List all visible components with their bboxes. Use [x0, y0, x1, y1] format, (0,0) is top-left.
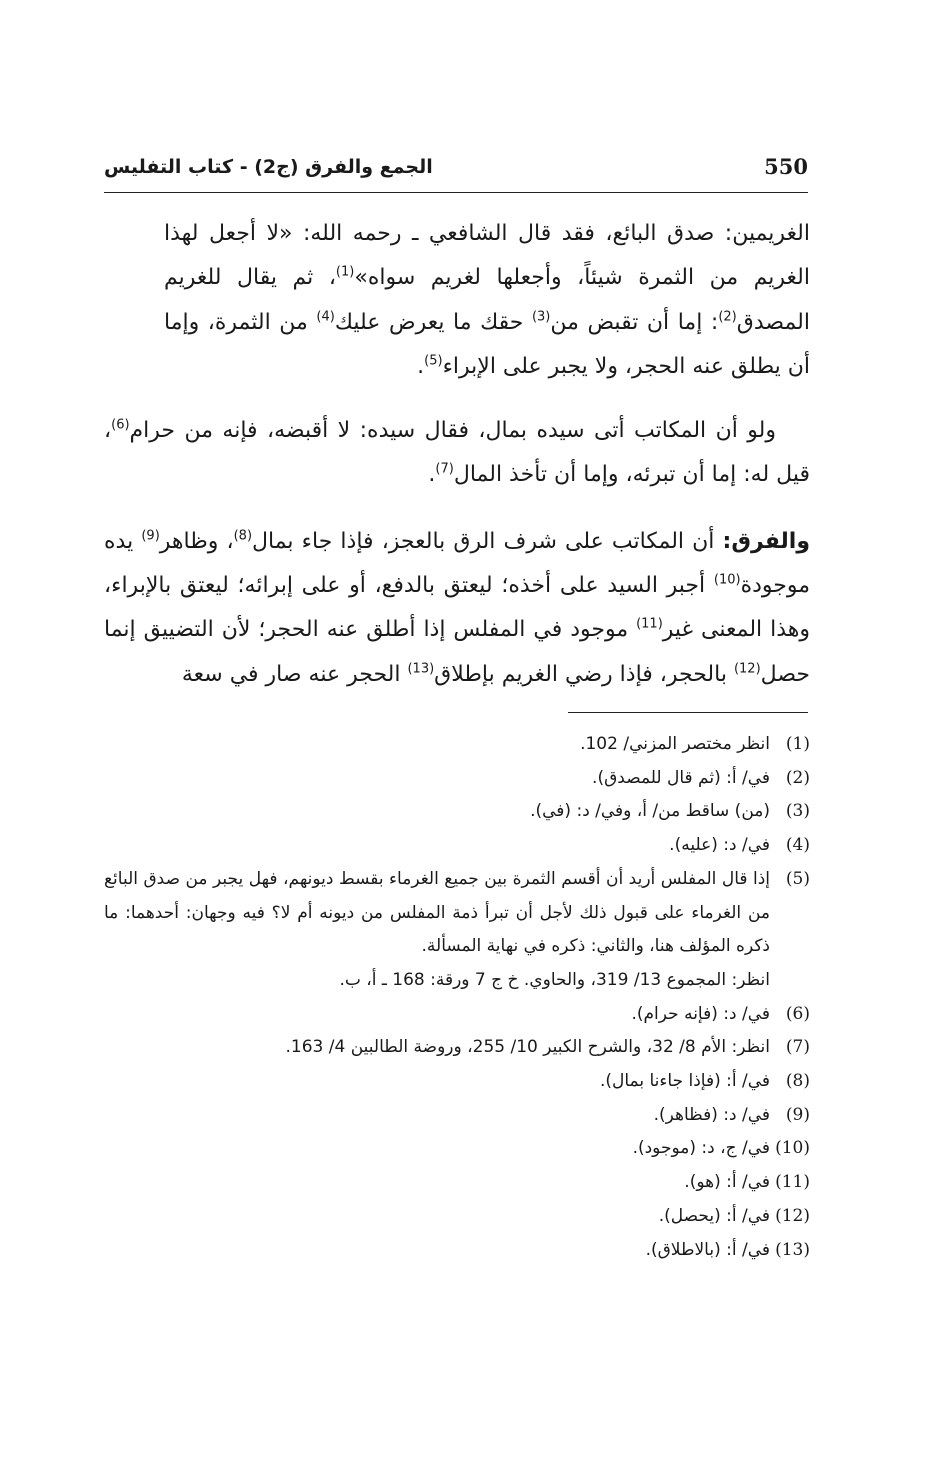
footnote-number: (12)	[775, 1205, 810, 1226]
footnote-ref: (9)	[141, 528, 160, 544]
footnote-5	[104, 863, 810, 998]
footnote-text: انظر مختصر المزني/ 102.	[580, 734, 770, 754]
lead-word: والفرق:	[722, 528, 811, 554]
footnote-number: (3)	[785, 801, 810, 822]
footnote-number: (13)	[775, 1239, 810, 1260]
footnote-number: (4)	[785, 835, 810, 856]
paragraph-1	[104, 212, 810, 389]
footnote-number: (6)	[785, 1003, 810, 1024]
footnote-text: في/ د: (عليه).	[669, 835, 770, 856]
text-segment: ولو أن المكاتب أتى سيده بمال، فقال سيده: لا أقبضه، فإنه من حرام	[129, 418, 776, 444]
footnote-text: في/ أ: (يحصل).	[658, 1205, 770, 1226]
footnote-12	[104, 1200, 810, 1234]
footnote-text: في/ أ: (هو).	[684, 1172, 770, 1193]
footnote-10	[104, 1132, 810, 1166]
footnote-number: (5)	[785, 868, 810, 889]
text-segment: .	[428, 462, 436, 488]
text-segment: يده موجودة	[104, 528, 810, 599]
text-segment: موجود في المفلس إذا أطلق عنه الحجر؛ لأن التضييق إنما حصل	[104, 617, 810, 687]
footnote-2	[104, 762, 810, 796]
text-segment: حقك ما يعرض عليك	[334, 309, 532, 335]
footnote-6	[104, 998, 810, 1032]
footnote-ref: (2)	[718, 309, 737, 325]
footnote-ref: (8)	[233, 528, 253, 544]
footnote-9	[104, 1099, 810, 1133]
text-segment: الحجر عنه صار في سعة	[181, 661, 408, 687]
footnote-7	[104, 1031, 810, 1065]
footnote-text: في/ أ: (فإذا جاءنا بمال).	[599, 1071, 770, 1092]
footnote-text: في/ أ: (بالاطلاق).	[645, 1239, 770, 1260]
footnote-ref: (4)	[316, 309, 335, 325]
footnote-text: (من) ساقط من/ أ، وفي/ د: (في).	[530, 801, 770, 822]
page-number: 550	[764, 154, 808, 179]
text-segment: الغريمين: صدق البائع، فقد قال الشافعي ـ رحمه الله: «لا أجعل لهذا الغريم من الثمرة شيئاً، وأجعلها لغريم سواه»	[164, 221, 810, 291]
main-text	[104, 212, 810, 697]
footnote-ref: (11)	[636, 617, 663, 633]
footnote-ref: (6)	[111, 417, 130, 433]
text-segment: أن المكاتب على شرف الرق بالعجز، فإذا جاء بمال	[252, 528, 723, 554]
footnote-number: (8)	[785, 1071, 810, 1092]
footnote-number: (9)	[785, 1104, 810, 1125]
footnote-ref: (10)	[713, 572, 741, 588]
footnote-number: (10)	[775, 1138, 810, 1159]
text-segment: أجبر السيد على أخذه؛ ليعتق بالدفع، أو على إبرائه؛ ليعتق بالإبراء، وهذا المعنى غير	[104, 573, 810, 643]
footnote-ref: (13)	[407, 661, 435, 677]
footnote-ref: (1)	[335, 264, 355, 280]
footnote-number: (11)	[775, 1172, 810, 1193]
footnote-ref: (5)	[424, 353, 443, 369]
footnote-text: في/ د: (فإنه حرام).	[631, 1003, 770, 1024]
page-header	[104, 152, 808, 193]
footnote-text: في/ ج، د: (موجود).	[632, 1138, 770, 1159]
text-segment: ، وظاهر	[159, 528, 234, 554]
footnote-4	[104, 829, 810, 863]
footnote-number: (2)	[785, 767, 810, 788]
running-title: الجمع والفرق (ج2) - كتاب التفليس	[104, 156, 433, 178]
footnote-ref: (12)	[733, 661, 761, 677]
footnote-divider	[568, 712, 808, 713]
footnotes	[104, 728, 810, 1267]
footnote-text: في/ د: (فظاهر).	[653, 1104, 770, 1125]
text-segment: .	[417, 353, 425, 379]
footnote-8	[104, 1065, 810, 1099]
text-segment: بالحجر، فإذا رضي الغريم بإطلاق	[434, 661, 734, 687]
footnote-text: إذا قال المفلس أريد أن أقسم الثمرة بين جميع الغرماء بقسط ديونهم، فهل يجبر من صدق البائع من الغرماء على قبول ذلك لأجل أن تبرأ ذمة المفلس من ديونه أم لا؟ فيه وجهان: أحدهما: ما ذكره المؤلف هنا، والثاني: ذكره في نهاية المسألة.	[104, 868, 770, 957]
footnote-ref: (7)	[435, 462, 454, 478]
text-segment: : إما أن تقبض من	[550, 309, 719, 335]
text-segment: من الثمرة، وإما أن يطلق عنه الحجر، ولا يجبر على الإبراء	[164, 309, 810, 379]
text-segment: ، قيل له: إما أن تبرئه، وإما أن تأخذ المال	[104, 418, 810, 488]
footnote-11	[104, 1166, 810, 1200]
paragraph-3	[104, 520, 810, 697]
footnote-text: انظر: المجموع 13/ 319، والحاوي. خ ج 7 ورقة: 168 ـ أ، ب.	[339, 969, 770, 990]
footnote-text: انظر: الأم 8/ 32، والشرح الكبير 10/ 255، وروضة الطالبين 4/ 163.	[285, 1037, 770, 1058]
footnote-text: في/ أ: (ثم قال للمصدق).	[592, 767, 770, 788]
footnote-1	[104, 728, 810, 762]
paragraph-2	[104, 409, 810, 498]
footnote-number: (1)	[785, 734, 810, 754]
text-segment: ، ثم يقال للغريم المصدق	[164, 265, 810, 335]
footnote-3	[104, 795, 810, 829]
footnote-13	[104, 1234, 810, 1268]
footnote-ref: (3)	[531, 309, 551, 325]
footnote-number: (7)	[785, 1037, 810, 1058]
